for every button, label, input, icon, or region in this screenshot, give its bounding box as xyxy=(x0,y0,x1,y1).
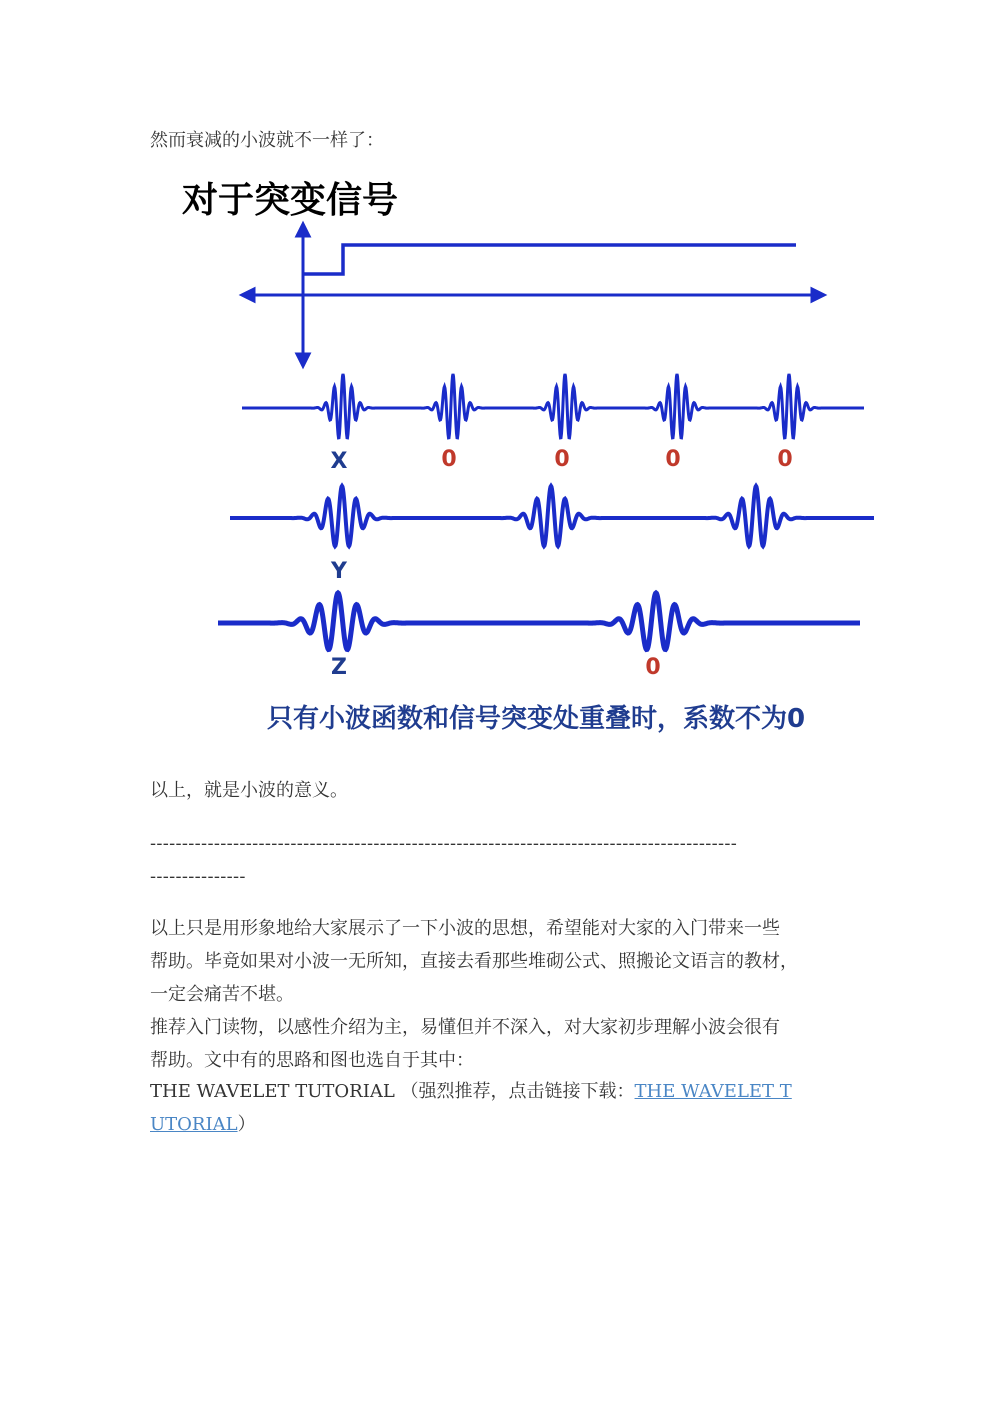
meaning-paragraph: 以上，就是小波的意义。 xyxy=(150,780,348,801)
coefficient-zero: 0 xyxy=(665,447,681,472)
body-line: 以上只是用形象地给大家展示了一下小波的思想，希望能对大家的入门带来一些 xyxy=(150,918,780,939)
coefficient-zero: 0 xyxy=(554,447,570,472)
recommend-prefix: （强烈推荐，点击链接下载： xyxy=(400,1081,635,1102)
coefficient-zero: 0 xyxy=(441,447,457,472)
figure-title: 对于突变信号 xyxy=(182,180,399,221)
body-line: 帮助。文中有的思路和图也选自于其中： xyxy=(150,1050,474,1071)
label-x: X xyxy=(330,449,348,474)
coefficient-zero: 0 xyxy=(777,447,793,472)
body-line: 帮助。毕竟如果对小波一无所知，直接去看那些堆砌公式、照搬论文语言的教材， xyxy=(150,951,798,972)
step-signal xyxy=(303,245,796,274)
close-paren: ） xyxy=(237,1114,256,1135)
body-line: 一定会痛苦不堪。 xyxy=(150,984,294,1005)
body-line: 推荐入门读物，以感性介绍为主，易懂但并不深入，对大家初步理解小波会很有 xyxy=(150,1017,780,1038)
wavelet-row-z xyxy=(218,593,860,650)
intro-paragraph: 然而衰减的小波就不一样了： xyxy=(150,130,384,151)
wavelet-figure xyxy=(182,168,882,750)
recommendation-line-cont xyxy=(150,1108,842,1141)
separator-line: --------------- xyxy=(150,866,246,887)
wavelet-row-y xyxy=(230,486,874,546)
separator-line: -------------------------------------------------------------------------------------------- xyxy=(150,833,738,854)
tutorial-download-link[interactable]: UTORIAL xyxy=(150,1114,238,1135)
label-y: Y xyxy=(331,559,347,584)
coefficient-zero: 0 xyxy=(645,655,661,680)
figure-caption: 只有小波函数和信号突变处重叠时，系数不为0 xyxy=(266,704,806,734)
wavelet-diagram xyxy=(182,168,882,750)
tutorial-title: THE WAVELET TUTORIAL xyxy=(150,1081,395,1102)
recommendation-line xyxy=(150,1075,842,1108)
wavelet-row-x xyxy=(242,374,864,438)
tutorial-download-link[interactable]: THE WAVELET T xyxy=(634,1081,792,1102)
label-z: Z xyxy=(331,655,347,680)
